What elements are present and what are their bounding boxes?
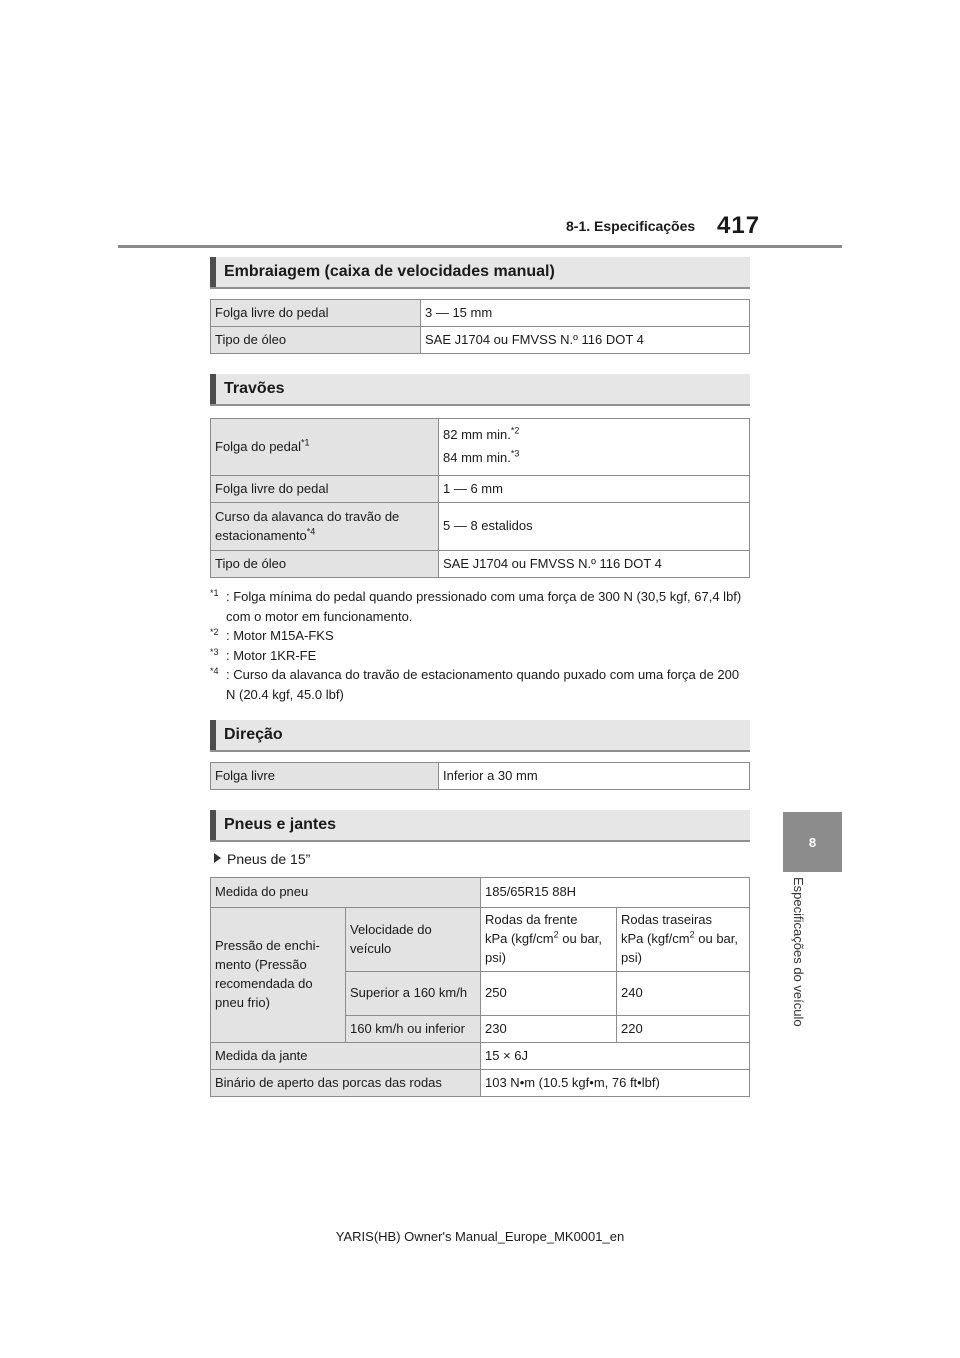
clutch-title: Embraiagem (caixa de velocidades manual) bbox=[224, 263, 555, 280]
table-cell-label: Folga livre bbox=[211, 763, 439, 790]
table-cell-label: Folga livre do pedal bbox=[211, 476, 439, 503]
table-cell-value: SAE J1704 ou FMVSS N.º 116 DOT 4 bbox=[439, 551, 750, 578]
table-cell-label: Medida do pneu bbox=[211, 878, 481, 908]
table-cell-header: Rodas da frente kPa ($kgf/cm^2$ ou bar, psi) bbox=[481, 908, 617, 972]
table-cell-label: Tipo de óleo bbox=[211, 551, 439, 578]
table-cell-value: 1 — 6 mm bbox=[439, 476, 750, 503]
chapter-title: Especificações do veículo bbox=[791, 877, 806, 1027]
table-row bbox=[211, 551, 750, 578]
table-cell-label: Binário de aperto das porcas das rodas bbox=[211, 1070, 481, 1097]
table-row bbox=[211, 1043, 750, 1070]
footnote-mark: *4 bbox=[306, 526, 316, 537]
table-cell-value: 5 — 8 estalidos bbox=[439, 503, 750, 551]
steering-heading bbox=[210, 720, 750, 752]
brakes-table bbox=[210, 418, 750, 578]
footnote: *3 : Motor 1KR-FE bbox=[210, 646, 317, 663]
table-cell-label: Pressão de enchi-mento (Pressão recomendada do pneu frio) bbox=[211, 908, 346, 1043]
table-row bbox=[211, 763, 750, 790]
lever-label: Curso da alavanca do travão de estacionamento bbox=[215, 508, 400, 543]
tires-title: Pneus e jantes bbox=[224, 816, 337, 833]
table-row bbox=[211, 327, 750, 354]
page-number: 417 bbox=[717, 212, 761, 239]
table-row bbox=[211, 878, 750, 908]
section-label: 8-1. Especificações bbox=[566, 218, 696, 234]
clutch-heading bbox=[210, 257, 750, 289]
table-cell-value: 3 — 15 mm bbox=[421, 300, 750, 327]
table-cell-value: Inferior a 30 mm bbox=[439, 763, 750, 790]
table-row bbox=[211, 908, 750, 972]
table-cell-value: 185/65R15 88H bbox=[481, 878, 750, 908]
table-cell-label: 160 km/h ou inferior bbox=[346, 1016, 481, 1043]
table-row bbox=[211, 1070, 750, 1097]
footnote-mark: *2 bbox=[510, 425, 520, 436]
table-cell-value: SAE J1704 ou FMVSS N.º 116 DOT 4 bbox=[421, 327, 750, 354]
pedal-value-m15a: 82 mm min.$^{*2}$ bbox=[443, 425, 520, 443]
table-cell-value bbox=[439, 419, 750, 476]
chapter-number: 8 bbox=[808, 834, 817, 850]
clutch-table bbox=[210, 299, 750, 354]
footnote: *1 : Folga mínima do pedal quando pressionado com uma força de 300 N (30,5 kgf, 67,4 lbf) com o motor em funcionamento. bbox=[210, 588, 742, 624]
table-cell-value: 230 bbox=[481, 1016, 617, 1043]
table-cell-label: Velocidade do veículo bbox=[346, 908, 481, 972]
table-cell-label: Tipo de óleo bbox=[211, 327, 421, 354]
steering-title: Direção bbox=[224, 726, 283, 743]
table-cell-value: 220 bbox=[617, 1016, 750, 1043]
table-cell-label bbox=[211, 503, 439, 551]
brakes-heading bbox=[210, 374, 750, 406]
table-cell-label: Folga livre do pedal bbox=[211, 300, 421, 327]
table-cell-value: 240 bbox=[617, 972, 750, 1016]
manual-footer: YARIS(HB) Owner's Manual_Europe_MK0001_en bbox=[335, 1229, 625, 1244]
table-cell-label bbox=[211, 419, 439, 476]
table-cell-label: Superior a 160 km/h bbox=[346, 972, 481, 1016]
table-row bbox=[211, 419, 750, 476]
table-cell-header: Rodas traseiras kPa ($kgf/cm^2$ ou bar, psi) bbox=[617, 908, 750, 972]
pedal-label: Folga do pedal bbox=[215, 438, 302, 454]
footnote-mark: *3 bbox=[510, 448, 520, 459]
table-row bbox=[211, 476, 750, 503]
steering-table bbox=[210, 762, 750, 790]
tire-size-subheading: Pneus de 15” bbox=[214, 851, 310, 867]
tires-heading bbox=[210, 810, 750, 842]
table-cell-value: 103 N•m (10.5 kgf•m, 76 ft•lbf) bbox=[481, 1070, 750, 1097]
header-divider bbox=[118, 245, 842, 248]
table-row bbox=[211, 503, 750, 551]
tires-table bbox=[210, 877, 750, 1097]
footnote: *2 : Motor M15A-FKS bbox=[210, 627, 334, 643]
triangle-bullet-icon bbox=[214, 853, 221, 863]
footnote-mark: *1 bbox=[301, 437, 310, 448]
chapter-tab bbox=[783, 812, 842, 872]
table-cell-label: Medida da jante bbox=[211, 1043, 481, 1070]
table-row bbox=[211, 300, 750, 327]
footnote: *4 : Curso da alavanca do travão de estacionamento quando puxado com uma força de 200 N (20.4 kgf, 45.0 lbf) bbox=[210, 666, 740, 702]
table-cell-value: 250 bbox=[481, 972, 617, 1016]
table-cell-value: 15 × 6J bbox=[481, 1043, 750, 1070]
footnotes bbox=[210, 587, 750, 704]
brakes-title: Travões bbox=[224, 380, 285, 397]
pedal-value-1kr: 84 mm min.$^{*3}$ bbox=[443, 448, 520, 465]
